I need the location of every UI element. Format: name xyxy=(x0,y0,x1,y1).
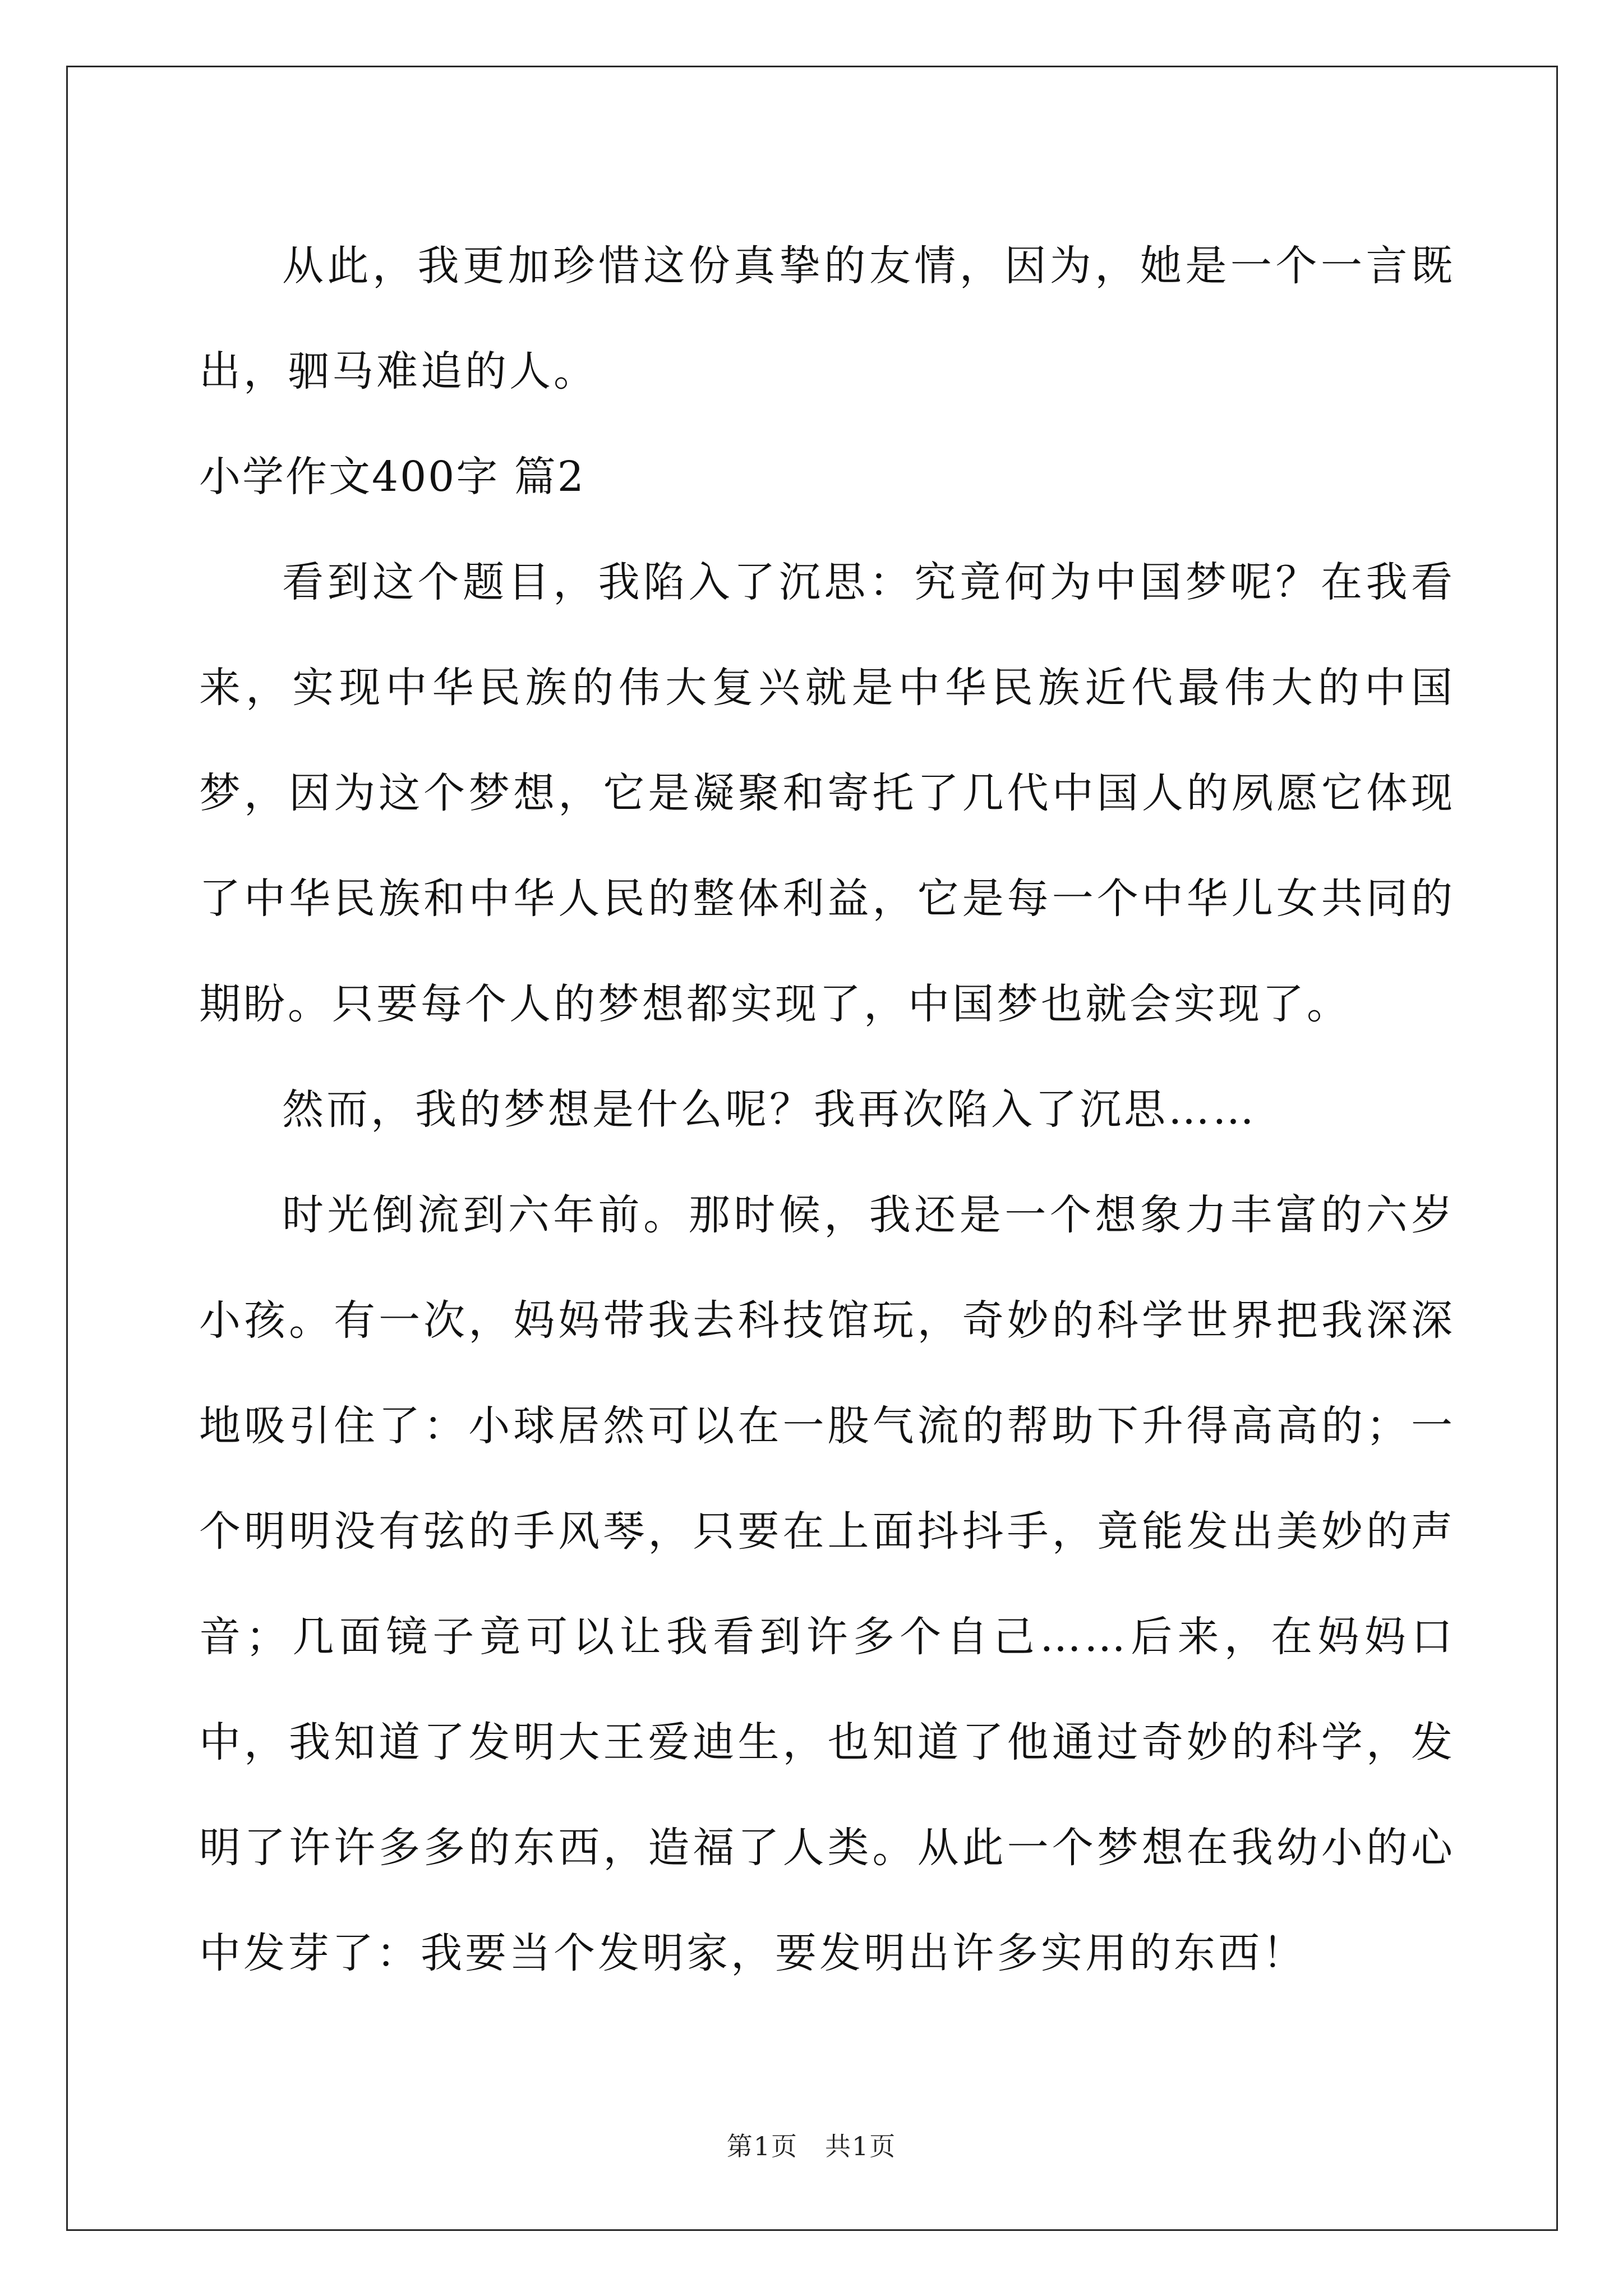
page-footer: 第1页 共1页 xyxy=(726,2131,897,2161)
section-title: 小学作文400字 篇2 xyxy=(199,453,585,501)
paragraph: 从此，我更加珍惜这份真挚的友情，因为，她是一个一言既出，驷马难追的人。 xyxy=(199,242,1455,395)
paragraph: 看到这个题目，我陷入了沉思：究竟何为中国梦呢？在我看来，实现中华民族的伟大复兴就是中华民族近代最伟大的中国梦，因为这个梦想，它是凝聚和寄托了几代中国人的夙愿它体现了中华民族和中华人民的整体利益，它是每一个中华儿女共同的期盼。只要每个人的梦想都实现了，中国梦也就会实现了。 xyxy=(199,558,1455,1028)
paragraph: 时光倒流到六年前。那时候，我还是一个想象力丰富的六岁小孩。有一次，妈妈带我去科技馆玩，奇妙的科学世界把我深深地吸引住了：小球居然可以在一股气流的帮助下升得高高的；一个明明没有弦的手风琴，只要在上面抖抖手，竟能发出美妙的声音；几面镜子竟可以让我看到许多个自己……后来，在妈妈口中，我知道了发明大王爱迪生，也知道了他通过奇妙的科学，发明了许许多多的东西，造福了人类。从此一个梦想在我幼小的心中发芽了：我要当个发明家，要发明出许多实用的东西！ xyxy=(199,1191,1455,1977)
paragraph: 然而，我的梦想是什么呢？我再次陷入了沉思…… xyxy=(282,1085,1257,1134)
document-body xyxy=(199,213,1455,2006)
